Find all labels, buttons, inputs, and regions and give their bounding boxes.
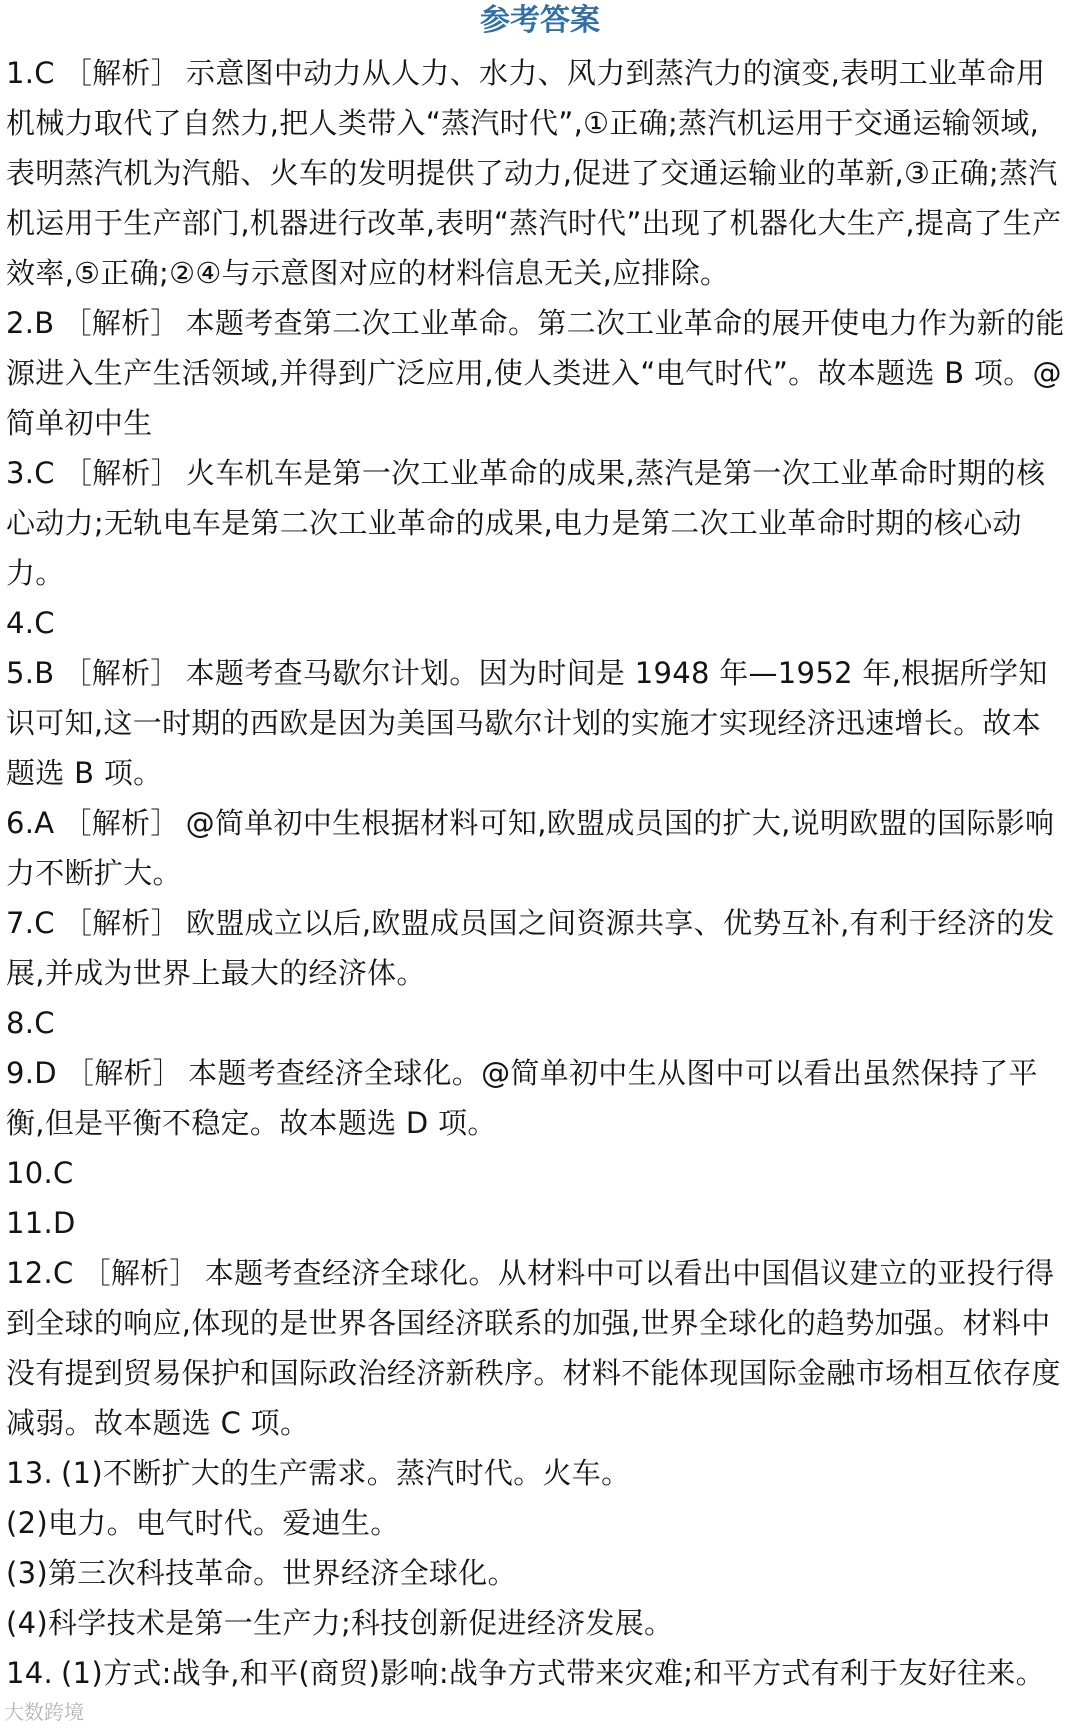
answer-number: 4.C — [6, 606, 55, 640]
answer-text: @简单初中生根据材料可知,欧盟成员国的扩大,说明欧盟的国际影响力不断扩大。 — [6, 806, 1055, 890]
answer-number: 10.C — [6, 1156, 74, 1190]
answer-item — [6, 48, 1066, 298]
answer-item — [6, 298, 1066, 448]
answer-item — [6, 1148, 1066, 1198]
answer-item — [6, 448, 1066, 598]
analysis-tag: ［解析］ — [62, 806, 180, 840]
answer-item — [6, 1648, 1066, 1698]
answer-number: 5.B — [6, 656, 55, 690]
answer-number: 14. — [6, 1656, 54, 1690]
analysis-tag: ［解析］ — [62, 906, 181, 940]
answer-text: 欧盟成立以后,欧盟成员国之间资源共享、优势互补,有利于经济的发展,并成为世界上最大的经济体。 — [6, 906, 1055, 990]
answer-item — [6, 1598, 1066, 1648]
answer-item — [6, 598, 1066, 648]
page-title: 参考答案 — [480, 3, 600, 38]
answer-number: 8.C — [6, 1006, 55, 1040]
answer-text: (1)不断扩大的生产需求。蒸汽时代。火车。 — [61, 1456, 631, 1490]
answer-number: 1.C — [6, 56, 55, 90]
analysis-tag: ［解析］ — [62, 306, 180, 340]
analysis-tag: ［解析］ — [62, 656, 180, 690]
answer-text: 本题考查经济全球化。@简单初中生从图中可以看出虽然保持了平衡,但是平衡不稳定。故本题选 D 项。 — [6, 1056, 1038, 1140]
answer-item — [6, 798, 1066, 898]
answer-item — [6, 1248, 1066, 1448]
answer-number: 9.D — [6, 1056, 57, 1090]
answer-number: 12.C — [6, 1256, 74, 1290]
analysis-tag: ［解析］ — [64, 1056, 183, 1090]
answer-text: 本题考查第二次工业革命。第二次工业革命的展开使电力作为新的能源进入生产生活领域,并得到广泛应用,使人类进入“电气时代”。故本题选 B 项。@简单初中生 — [6, 306, 1065, 440]
answer-text: 示意图中动力从人力、水力、风力到蒸汽力的演变,表明工业革命用机械力取代了自然力,把人类带入“蒸汽时代”,①正确;蒸汽机运用于交通运输领域,表明蒸汽机为汽船、火车的发明提供了动力,促进了交通运输业的革新,③正确;蒸汽机运用于生产部门,机器进行改革,表明“蒸汽时代”出现了机器化大生产,提高了生产效率,⑤正确;②④与示意图对应的材料信息无关,应排除。 — [6, 56, 1062, 290]
analysis-tag: ［解析］ — [81, 1256, 199, 1290]
answer-item — [6, 998, 1066, 1048]
answer-text: (4)科学技术是第一生产力;科技创新促进经济发展。 — [6, 1606, 674, 1640]
answer-number: 11.D — [6, 1206, 76, 1240]
answer-number: 2.B — [6, 306, 55, 340]
answer-text: (1)方式:战争,和平(商贸)影响:战争方式带来灾难;和平方式有利于友好往来。 — [61, 1656, 1045, 1690]
answer-item — [6, 1498, 1066, 1548]
answer-text: (2)电力。电气时代。爱迪生。 — [6, 1506, 400, 1540]
answer-item — [6, 898, 1066, 998]
answer-item — [6, 1198, 1066, 1248]
answer-item — [6, 1048, 1066, 1148]
answer-list — [0, 42, 1080, 1698]
answer-item — [6, 648, 1066, 798]
answer-item — [6, 1548, 1066, 1598]
answer-text: 本题考查马歇尔计划。因为时间是 1948 年—1952 年,根据所学知识可知,这一时期的西欧是因为美国马歇尔计划的实施才实现经济迅速增长。故本题选 B 项。 — [6, 656, 1048, 790]
answer-text: 火车机车是第一次工业革命的成果,蒸汽是第一次工业革命时期的核心动力;无轨电车是第二次工业革命的成果,电力是第二次工业革命时期的核心动力。 — [6, 456, 1046, 590]
analysis-tag: ［解析］ — [62, 56, 181, 90]
analysis-tag: ［解析］ — [62, 456, 181, 490]
answer-item — [6, 1448, 1066, 1498]
answer-number: 7.C — [6, 906, 55, 940]
answer-number: 13. — [6, 1456, 54, 1490]
answer-number: 3.C — [6, 456, 55, 490]
answer-number: 6.A — [6, 806, 55, 840]
answer-text: 本题考查经济全球化。从材料中可以看出中国倡议建立的亚投行得到全球的响应,体现的是世界各国经济联系的加强,世界全球化的趋势加强。材料中没有提到贸易保护和国际政治经济新秩序。材料不能体现国际金融市场相互依存度减弱。故本题选 C 项。 — [6, 1256, 1061, 1440]
answer-text: (3)第三次科技革命。世界经济全球化。 — [6, 1556, 517, 1590]
watermark-logo: 大数跨境 — [4, 1700, 84, 1724]
